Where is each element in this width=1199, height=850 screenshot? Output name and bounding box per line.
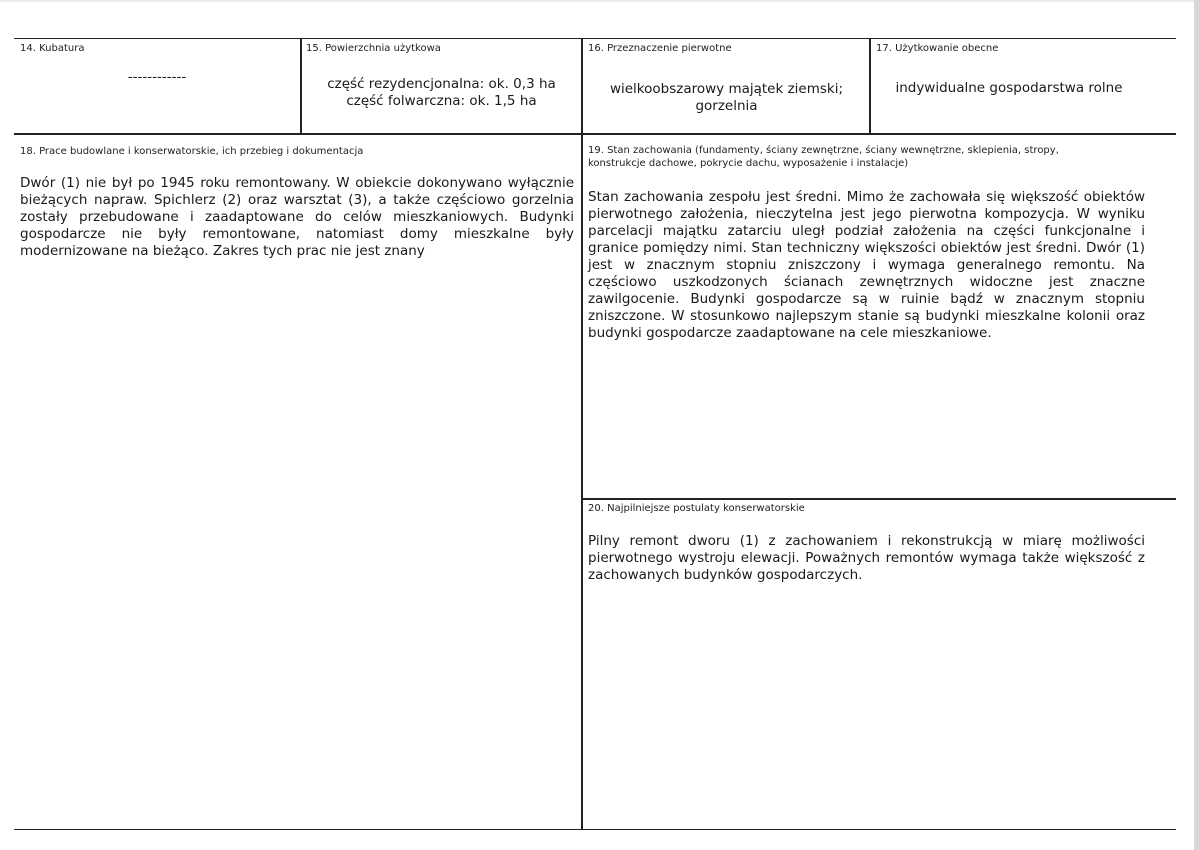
field-20-label: 20. Najpilniejsze postulaty konserwatorskie	[588, 503, 805, 514]
field-16-value-line2: gorzelnia	[695, 98, 758, 114]
field-17-label: 17. Użytkowanie obecne	[876, 43, 999, 54]
field-19-text	[588, 189, 1145, 342]
field-20-text	[588, 533, 1145, 584]
field-14-label: 14. Kubatura	[20, 43, 85, 54]
field-20-paragraph: Pilny remont dworu (1) z zachowaniem i rekonstrukcją w miarę możliwości pierwotnego wystroju elewacji. Poważnych remontów wymaga także większość z zachowanych budynków gospodarczych.	[588, 533, 1145, 583]
field-15-value-line2: część folwarczna: ok. 1,5 ha	[346, 93, 537, 109]
col-divider-15-16	[581, 39, 583, 829]
field-16-label: 16. Przeznaczenie pierwotne	[588, 43, 732, 54]
scan-edge-top	[0, 0, 1199, 2]
field-14-value: ------------	[127, 69, 187, 85]
row-divider-top	[14, 133, 1176, 135]
field-15-label: 15. Powierzchnia użytkowa	[306, 43, 441, 54]
field-19-paragraph: Stan zachowania zespołu jest średni. Mimo że zachowała się większość obiektów pierwotnego założenia, nieczytelna jest jego pierwotna kompozycja. W wyniku parcelacji majątku zatarciu uległ podział założenia na części funkcjonalne i granice pomiędzy nimi. Stan techniczny większości obiektów jest średni. Dwór (1) jest w znacznym stopniu zniszczony i wymaga generalnego remontu. Na częściowo uszkodzonych ścianach zewnętrznych widoczne jest znaczne zawilgocenie. Budynki gospodarcze są w ruinie bądź w znacznym stopniu zniszczone. W stosunkowo najlepszym stanie są budynki mieszkalne kolonii oraz budynki gospodarcze zaadaptowane na cele mieszkaniowe.	[588, 189, 1145, 341]
row-divider-20	[581, 498, 1176, 500]
field-18-paragraph: Dwór (1) nie był po 1945 roku remontowany. W obiekcie dokonywano wyłącznie bieżących napraw. Spichlerz (2) oraz warsztat (3), a także częściowo gorzelnia zostały przebudowane i zaadaptowane do celów mieszkaniowych. Budynki gospodarcze nie były remontowane, natomiast domy mieszkalne były modernizowane na bieżąco. Zakres tych prac nie jest znany	[20, 175, 574, 259]
scan-edge-right	[1194, 0, 1199, 850]
field-15-value-line1: część rezydencjonalna: ok. 0,3 ha	[327, 76, 556, 92]
field-18-text	[20, 175, 574, 260]
field-19-label-line2: konstrukcje dachowe, pokrycie dachu, wyposażenie i instalacje)	[588, 158, 909, 169]
field-16-value-line1: wielkoobszarowy majątek ziemski;	[609, 81, 844, 97]
field-17-value: indywidualne gospodarstwa rolne	[895, 80, 1123, 96]
field-18-label: 18. Prace budowlane i konserwatorskie, ich przebieg i dokumentacja	[20, 146, 364, 157]
field-19-label-line1: 19. Stan zachowania (fundamenty, ściany zewnętrzne, ściany wewnętrzne, sklepienia, stropy,	[588, 145, 1059, 156]
